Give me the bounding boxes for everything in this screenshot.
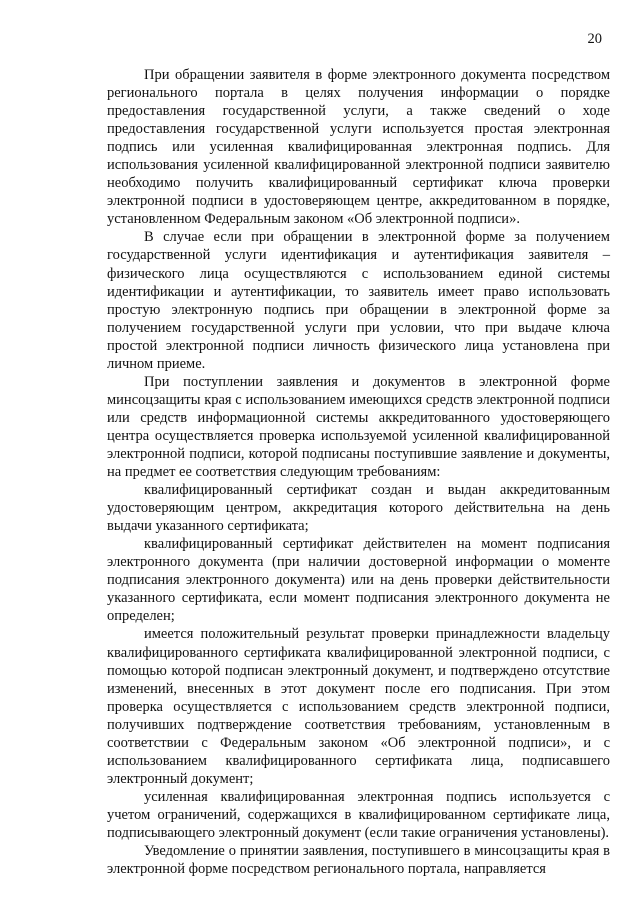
paragraph-esia-identification: В случае если при обращении в электронной форме за получением государственной услуги идентификация и аутентификация заявителя – физического лица осуществляются с использованием единой системы идентификации и аутентификации, то заявитель имеет право использовать простую электронную подпись при обращении в электронной форме за получением государственной услуги при условии, что при выдаче ключа простой электронной подписи личность физического лица установлена при личном приеме.	[107, 229, 610, 372]
list-item-certificate-valid: квалифицированный сертификат действителен на момент подписания электронного документа (при наличии достоверной информации о моменте подписания электронного документа) или на день проверки действительности указанного сертификата, если момент подписания электронного документа не определен;	[107, 536, 610, 625]
paragraph-electronic-signature-request: При обращении заявителя в форме электронного документа посредством регионального портала в целях получения информации о порядке предоставления государственной услуги, а также сведений о ходе предоставления государственной услуги используется простая электронная подпись или усиленная квалифицированная электронная подпись. Для использования усиленной квалифицированной электронной подписи заявителю необходимо получить квалифицированный сертификат ключа проверки электронной подписи в удостоверяющем центре, аккредитованном в порядке, установленном Федеральным законом «Об электронной подписи».	[107, 67, 610, 228]
list-item-ownership-check: имеется положительный результат проверки принадлежности владельцу квалифицированного сертификата квалифицированной электронной подписи, с помощью которой подписан электронный документ, и подтверждено отсутствие изменений, внесенных в этот документ после его подписания. При этом проверка осуществляется с использованием средств электронной подписи, получивших подтверждение соответствия требованиям, установленным в соответствии с Федеральным законом «Об электронной подписи», и с использованием квалифицированного сертификата лица, подписавшего электронный документ;	[107, 626, 610, 787]
list-item-certificate-issued: квалифицированный сертификат создан и выдан аккредитованным удостоверяющим центром, аккредитация которого действительна на день выдачи указанного сертификата;	[107, 482, 610, 535]
paragraph-signature-verification: При поступлении заявления и документов в электронной форме минсоцзащиты края с использованием имеющихся средств электронной подписи или средств информационной системы аккредитованного удостоверяющего центра осуществляется проверка используемой усиленной квалифицированной электронной подписи, которой подписаны поступившие заявление и документы, на предмет ее соответствия следующим требованиям:	[107, 373, 610, 481]
list-item-restrictions: усиленная квалифицированная электронная подпись используется с учетом ограничений, содержащихся в квалифицированном сертификате лица, подписывающего электронный документ (если такие ограничения установлены).	[107, 788, 610, 841]
document-body	[107, 66, 610, 878]
paragraph-acceptance-notice: Уведомление о принятии заявления, поступившего в минсоцзащиты края в электронной форме посредством регионального портала, направляется	[107, 843, 610, 878]
page-number: 20	[587, 31, 602, 47]
